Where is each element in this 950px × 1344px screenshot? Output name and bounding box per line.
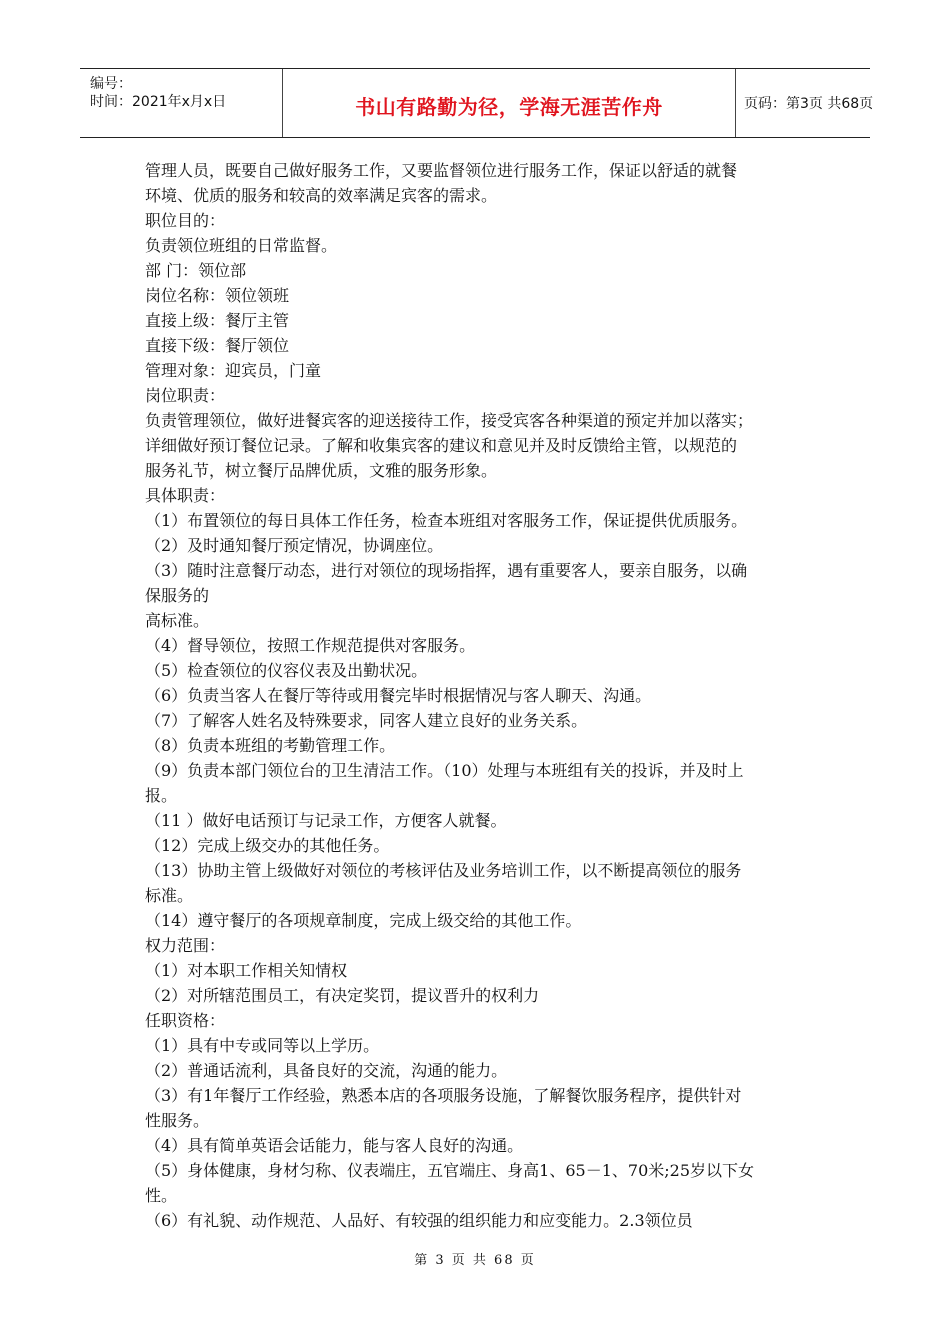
body-line: （6）有礼貌、动作规范、人品好、有较强的组织能力和应变能力。2.3领位员	[145, 1211, 693, 1230]
body-line: 直接上级：餐厅主管	[145, 311, 290, 330]
body-line: （1）对本职工作相关知情权	[145, 961, 348, 980]
body-line: 负责领位班组的日常监督。	[145, 236, 338, 255]
body-line: 管理人员，既要自己做好服务工作，又要监督领位进行服务工作，保证以舒适的就餐	[145, 161, 738, 180]
header-page-cell	[734, 69, 874, 137]
body-line: （8）负责本班组的考勤管理工作。	[145, 736, 396, 755]
body-line: 管理对象：迎宾员，门童	[145, 361, 322, 380]
header-motto-cell	[282, 69, 736, 137]
body-line: 保服务的	[145, 586, 210, 605]
body-line: （7）了解客人姓名及特殊要求，同客人建立良好的业务关系。	[145, 711, 588, 730]
body-line: （11 ）做好电话预订与记录工作，方便客人就餐。	[145, 811, 507, 830]
body-line: 性。	[145, 1186, 178, 1205]
body-line: （5）检查领位的仪容仪表及出勤状况。	[145, 661, 428, 680]
header-meta-cell	[80, 69, 282, 137]
document-date: 时间：2021年x月x日	[90, 94, 227, 110]
body-line: （2）及时通知餐厅预定情况，协调座位。	[145, 536, 444, 555]
body-line: 直接下级：餐厅领位	[145, 336, 290, 355]
body-line: （4）具有简单英语会话能力，能与客人良好的沟通。	[145, 1136, 524, 1155]
header-table	[80, 68, 874, 138]
body-line: （1）具有中专或同等以上学历。	[145, 1036, 380, 1055]
body-line: （13）协助主管上级做好对领位的考核评估及业务培训工作，以不断提高领位的服务	[145, 861, 742, 880]
body-line: 岗位名称：领位领班	[145, 286, 290, 305]
header-motto: 书山有路勤为径，学海无涯苦作舟	[355, 95, 663, 119]
header-page-code: 页码：第3页 共68页	[744, 96, 874, 112]
body-line: （14）遵守餐厅的各项规章制度，完成上级交给的其他工作。	[145, 911, 582, 930]
body-line: （6）负责当客人在餐厅等待或用餐完毕时根据情况与客人聊天、沟通。	[145, 686, 652, 705]
body-line: 任职资格：	[145, 1011, 226, 1030]
body-line: 详细做好预订餐位记录。了解和收集宾客的建议和意见并及时反馈给主管，以规范的	[145, 436, 738, 455]
body-line: （3）有1年餐厅工作经验，熟悉本店的各项服务设施，了解餐饮服务程序，提供针对	[145, 1086, 742, 1105]
body-line: （9）负责本部门领位台的卫生清洁工作。（10）处理与本班组有关的投诉，并及时上	[145, 761, 744, 780]
body-line: 岗位职责：	[145, 386, 226, 405]
body-line: 职位目的：	[145, 211, 226, 230]
body-line: （12）完成上级交办的其他任务。	[145, 836, 390, 855]
body-line: 具体职责：	[145, 486, 226, 505]
body-line: 高标准。	[145, 611, 210, 630]
body-line: 部 门：领位部	[145, 261, 247, 280]
body-line: 权力范围：	[145, 936, 226, 955]
body-line: （1）布置领位的每日具体工作任务，检查本班组对客服务工作，保证提供优质服务。	[145, 511, 748, 530]
body-line: 性服务。	[145, 1111, 210, 1130]
page-footer: 第 3 页 共 68 页	[414, 1253, 536, 1268]
body-line: 标准。	[145, 886, 194, 905]
document-code-label: 编号：	[90, 76, 132, 92]
body-line: 负责管理领位，做好进餐宾客的迎送接待工作，接受宾客各种渠道的预定并加以落实；	[145, 411, 754, 430]
document-body	[145, 158, 815, 1233]
body-line: （5）身体健康，身材匀称、仪表端庄，五官端庄、身高1、65－1、70米;25岁以下女	[145, 1161, 755, 1180]
body-line: （4）督导领位，按照工作规范提供对客服务。	[145, 636, 476, 655]
body-line: 服务礼节，树立餐厅品牌优质，文雅的服务形象。	[145, 461, 498, 480]
body-line: （3）随时注意餐厅动态，进行对领位的现场指挥，遇有重要客人，要亲自服务，以确	[145, 561, 748, 580]
body-line: 报。	[145, 786, 178, 805]
body-line: （2）对所辖范围员工，有决定奖罚，提议晋升的权利力	[145, 986, 540, 1005]
body-line: （2）普通话流利，具备良好的交流，沟通的能力。	[145, 1061, 508, 1080]
body-line: 环境、优质的服务和较高的效率满足宾客的需求。	[145, 186, 498, 205]
